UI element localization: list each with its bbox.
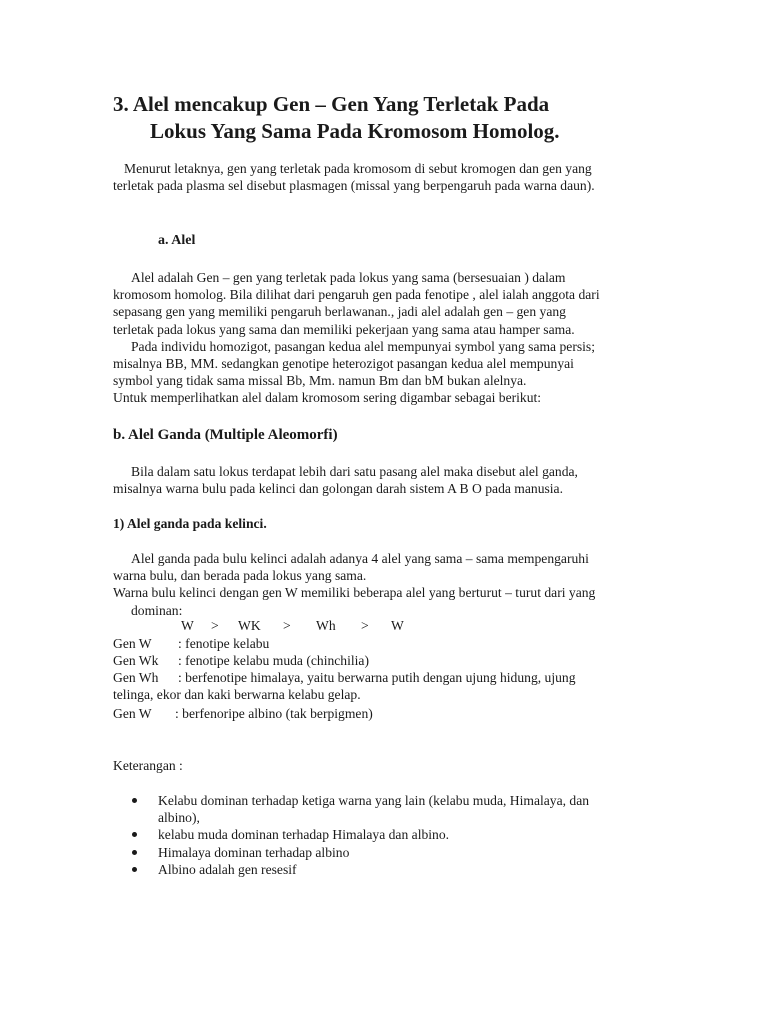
gene-row: [113, 636, 269, 652]
allele-wh: Wh: [316, 618, 336, 633]
text-line: Bila dalam satu lokus terdapat lebih dari satu pasang alel maka disebut alel ganda,: [131, 464, 578, 479]
text-line: misalnya BB, MM. sedangkan genotipe heterozigot pasangan kedua alel mempunyai: [113, 356, 574, 372]
text-line: Alel ganda pada bulu kelinci adalah adanya 4 alel yang sama – sama mempengaruhi: [131, 551, 589, 566]
text-line: Warna bulu kelinci dengan gen W memiliki beberapa alel yang berturut – turut dari yang: [113, 585, 596, 601]
subheading-kelinci: 1) Alel ganda pada kelinci.: [113, 516, 267, 531]
text-line: symbol yang tidak sama missal Bb, Mm. namun Bm dan bM bukan alelnya.: [113, 373, 527, 389]
text-line: terletak pada plasma sel disebut plasmagen (missal yang berpengaruh pada warna daun).: [113, 178, 595, 194]
text-line: Alel adalah Gen – gen yang terletak pada lokus yang sama (bersesuaian ) dalam: [131, 270, 566, 285]
kelinci-paragraph: [113, 550, 658, 619]
allele-w: W: [181, 618, 194, 633]
bullet-icon: [132, 798, 137, 803]
gene-desc-continued: telinga, ekor dan kaki berwarna kelabu gelap.: [113, 687, 361, 702]
text-line: dominan:: [131, 602, 183, 618]
gene-row: [113, 670, 576, 686]
text-line: misalnya warna bulu pada kelinci dan golongan darah sistem A B O pada manusia.: [113, 481, 563, 497]
list-item: [113, 792, 658, 826]
text-line: kelabu muda dominan terhadap Himalaya dan albino.: [158, 827, 450, 843]
text-line: kromosom homolog. Bila dilihat dari pengaruh gen pada fenotipe , alel ialah anggota dari: [113, 287, 600, 303]
text-line: albino),: [158, 810, 200, 826]
gene-label: Gen Wk: [113, 653, 159, 668]
text-line: Menurut letaknya, gen yang terletak pada kromosom di sebut kromogen dan gen yang: [124, 161, 592, 176]
bullet-icon: [132, 867, 137, 872]
text-line: Pada individu homozigot, pasangan kedua alel mempunyai symbol yang sama persis;: [131, 338, 595, 354]
gene-label: Gen Wh: [113, 670, 159, 685]
text-line: warna bulu, dan berada pada lokus yang sama.: [113, 568, 367, 584]
text-line: terletak pada lokus yang sama dan memiliki pekerjaan yang sama atau hamper sama.: [113, 321, 575, 337]
greater-than: >: [283, 618, 291, 633]
bullet-icon: [132, 832, 137, 837]
section-title-line2: Lokus Yang Sama Pada Kromosom Homolog.: [150, 119, 560, 143]
list-item: [113, 844, 658, 861]
list-item: [113, 826, 658, 843]
bullet-icon: [132, 850, 137, 855]
allele-wk: WK: [238, 618, 261, 633]
gene-row-continued: [113, 687, 361, 703]
text-line: Albino adalah gen resesif: [158, 861, 297, 877]
gene-desc: : berfenoripe albino (tak berpigmen): [175, 706, 373, 721]
intro-paragraph: [113, 160, 658, 194]
section-title-line1: 3. Alel mencakup Gen – Gen Yang Terletak Pada: [113, 92, 550, 116]
text-line: sepasang gen yang memiliki pengaruh berlawanan., jadi alel adalah gen – gen yang: [113, 304, 566, 320]
greater-than: >: [211, 618, 219, 633]
gene-label: Gen W: [113, 636, 152, 651]
keterangan-list: [113, 792, 658, 878]
greater-than: >: [361, 618, 369, 633]
text-line: Himalaya dominan terhadap albino: [158, 844, 350, 860]
allele-w-albino: W: [391, 618, 404, 633]
gene-desc: : fenotipe kelabu: [178, 636, 270, 651]
alel-paragraph-1: [113, 269, 658, 407]
gene-row: [113, 706, 373, 722]
text-line: Untuk memperlihatkan alel dalam kromosom sering digambar sebagai berikut:: [113, 390, 542, 406]
gene-desc: : fenotipe kelabu muda (chinchilia): [178, 653, 369, 668]
gene-desc: : berfenotipe himalaya, yaitu berwarna putih dengan ujung hidung, ujung: [178, 670, 576, 685]
gene-row: [113, 653, 369, 669]
list-item: [113, 861, 658, 878]
keterangan-label: Keterangan :: [113, 758, 183, 773]
gene-label: Gen W: [113, 706, 152, 721]
alel-ganda-paragraph: [113, 463, 658, 497]
subheading-alel-ganda: b. Alel Ganda (Multiple Aleomorfi): [113, 427, 338, 443]
text-line: Kelabu dominan terhadap ketiga warna yang lain (kelabu muda, Himalaya, dan: [158, 793, 590, 808]
subheading-alel: a. Alel: [158, 233, 196, 248]
